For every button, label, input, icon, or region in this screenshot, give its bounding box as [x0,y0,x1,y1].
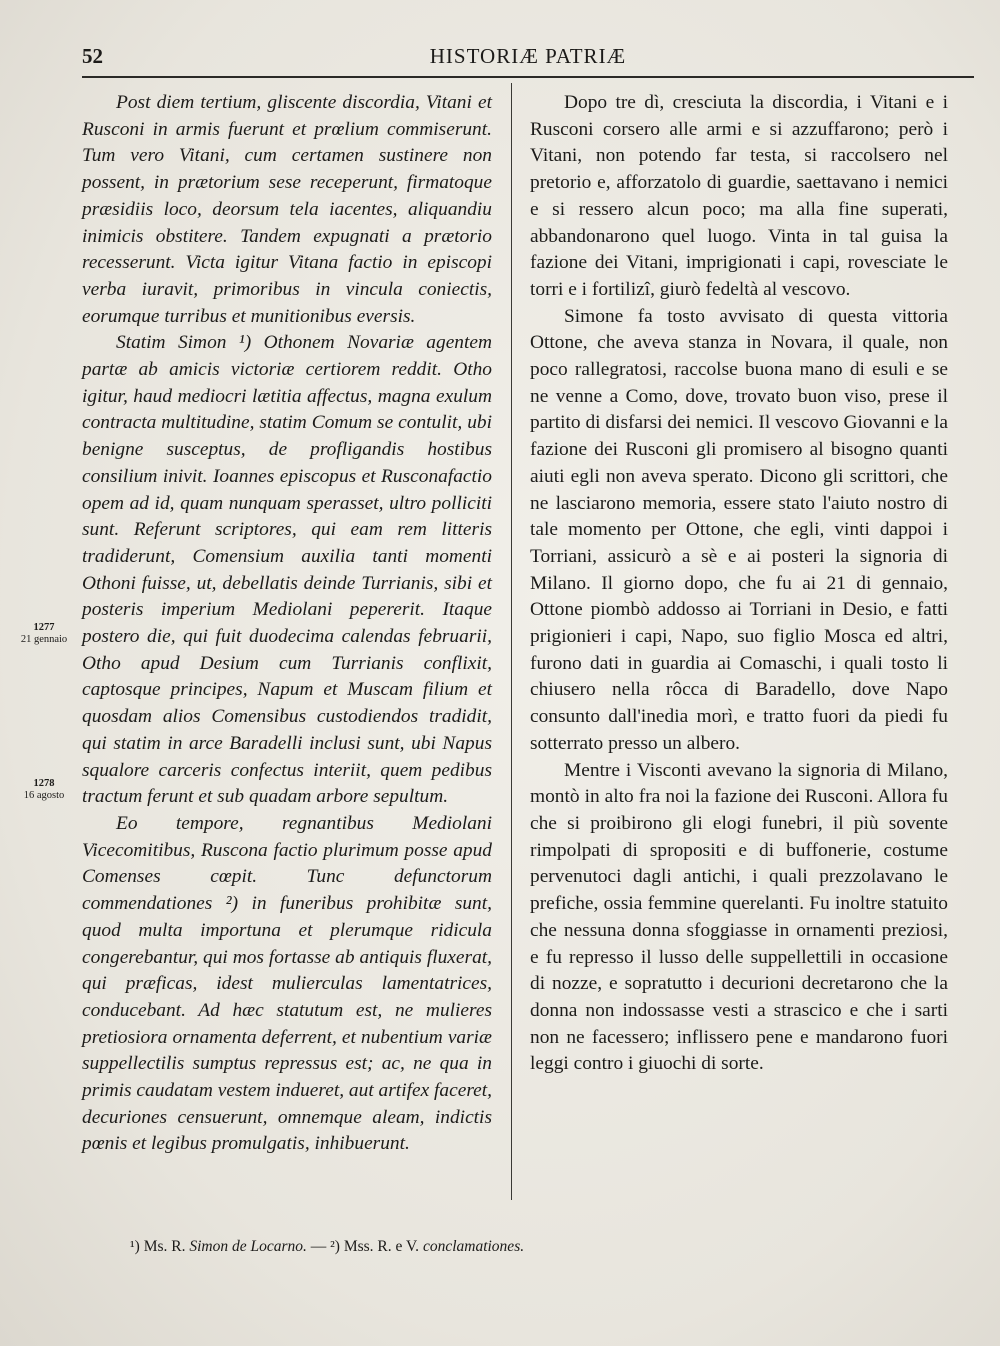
footnote-source: Mss. R. e V. [343,1238,420,1255]
latin-column [82,90,492,1158]
footnote-separator: — [310,1238,327,1255]
header-rule [82,76,974,78]
page-header [82,40,974,74]
latin-paragraph: Eo tempore, regnantibus Mediolani Vicecomitibus, Ruscona factio plurimum posse apud Comenses cœpit. Tunc defunctorum commendationes ²) in funeribus prohibitæ sunt, quod multa importuna et plerumque ridicula congerebantur, qui mos fortasse ab antiquis fluxerat, qui præficas, idest mulierculas lamentatrices, conducebant. Ad hæc statutum est, ne mulieres pretiosiora ornamenta deferrent, et nubentium variæ suppellectilis sumptus repressus est; ac, ne qua in primis caudatam vestem indueret, aut artifex faceret, decuriones censuerunt, omnemque aleam, indictis pœnis et legibus promulgatis, inhibuerunt. [82,812,492,1155]
margin-note-1277 [18,622,70,646]
italian-paragraph: Dopo tre dì, cresciuta la discordia, i Vitani e i Rusconi corsero alle armi e si azzuffarono; però i Vitani, non potendo far testa, si raccolsero nel pretorio e, afforzatolo di guardie, saettavano i nemici e si ressero alcun poco; ma alla fine superati, abbandonarono quel luogo. Vinta in tal guisa la fazione dei Vitani, imprigionati i capi, rovesciate le torri e i fortilizî, giurò fedeltà al vescovo. [530,92,948,300]
column-divider [511,83,512,1200]
page-number: 52 [82,44,103,68]
footnotes [130,1238,930,1256]
running-title: HISTORIÆ PATRIÆ [429,44,627,68]
margin-note-year: 1278 [33,778,55,789]
latin-paragraph: Post diem tertium, gliscente discordia, Vitani et Rusconi in armis fuerunt et prœlium commiserunt. Tum vero Vitani, cum certamen sustinere non possent, in prætorium sese receperunt, firmatoque præsidiis loco, deorsum tela iacentes, aliquandiu inimicis obstitere. Tandem expugnati a prætorio recesserunt. Victa igitur Vitana factio in episcopi verba iuravit, primoribus in vincula coniectis, eorumque turribus et munitionibus eversis. [82,92,492,327]
footnote-text: conclamationes. [422,1238,525,1255]
margin-note-year: 1277 [33,622,55,633]
margin-note-date: 21 gennaio [20,634,68,645]
margin-note-1278 [18,778,70,802]
italian-paragraph: Mentre i Visconti avevano la signoria di Milano, montò in alto fra noi la fazione dei Rusconi. Allora fu che si proibirono gli elogi funebri, il più sovente rimpolpati di spropositi e di buffonerie, costume pervenutoci dagli antichi, i quali prezzolavano le prefiche, ossia femmine querelanti. Fu inoltre statuito che nessuna donna sfoggiasse in ornamenti preziosi, e fu represso il lusso delle suppellettili in occasione di nozze, e sopratutto i decurioni decretarono che la donna non indossasse vesti a strascico e che i sarti non ne facessero; inflissero pene e mandarono fuori leggi contro i giuochi di sorte. [530,759,948,1075]
latin-paragraph: Statim Simon ¹) Othonem Novariæ agentem partæ ab amicis victoriæ certiorem reddit. Otho igitur, haud mediocri lætitia affectus, magna exulum contracta multitudine, statim Comum se contulit, ubi benigne susceptus, de profligandis hostibus consilium inivit. Ioannes episcopus et Rusconafactio opem ad id, quam nunquam sperasset, ultro polliciti sunt. Referunt scriptores, qui eam rem litteris tradiderunt, Comensium auxilia tanti momenti Othoni fuisse, ut, debellatis deinde Turrianis, sibi et posteris imperium Mediolani pepererit. Itaque postero die, qui fuit duodecima calendas februarii, Otho apud Desium cum Turrianis conflixit, captosque principes, Napum et Muscam filium et quosdam alios Comensibus custodiendos tradidit, qui statim in arce Baradelli inclusi sunt, ubi Napus squalore carceris confectus interiit, quem pedibus tractum ferunt et sub quadam arbore sepultum. [82,332,492,808]
footnote-source: Ms. R. [143,1238,186,1255]
margin-note-date: 16 agosto [23,790,65,801]
footnote-marker: ¹) [130,1238,140,1255]
italian-paragraph: Simone fa tosto avvisato di questa vittoria Ottone, che aveva stanza in Novara, il quale, non poco rallegratosi, raccolse buona mano di esuli e se ne venne a Como, dove, trovato buon viso, prese il partito di disfarsi dei nemici. Il vescovo Giovanni e la fazione dei Rusconi gli promisero al bisogno quanti aiuti egli non aveva sperato. Dicono gli scrittori, che ne lasciarono memoria, essere stato l'aiuto nostro di tale momento per Ottone, che egli, vinti dappoi i Torriani, assicurò a sè e ai posteri la signoria di Milano. Il giorno dopo, che fu ai 21 di gennaio, Ottone piombò addosso ai Torriani in Desio, e fatti prigionieri i capi, Napo, suo figlio Mosca ed altri, furono dati in guardia ai Comaschi, i quali tosto li chiusero nella rôcca di Baradello, dove Napo consunto dall'inedia morì, e tratto fuori da piedi fu sotterrato presso un albero. [530,305,948,754]
footnote-text: Simon de Locarno. [189,1238,307,1255]
footnote-marker: ²) [330,1238,340,1255]
italian-column [530,90,948,1078]
